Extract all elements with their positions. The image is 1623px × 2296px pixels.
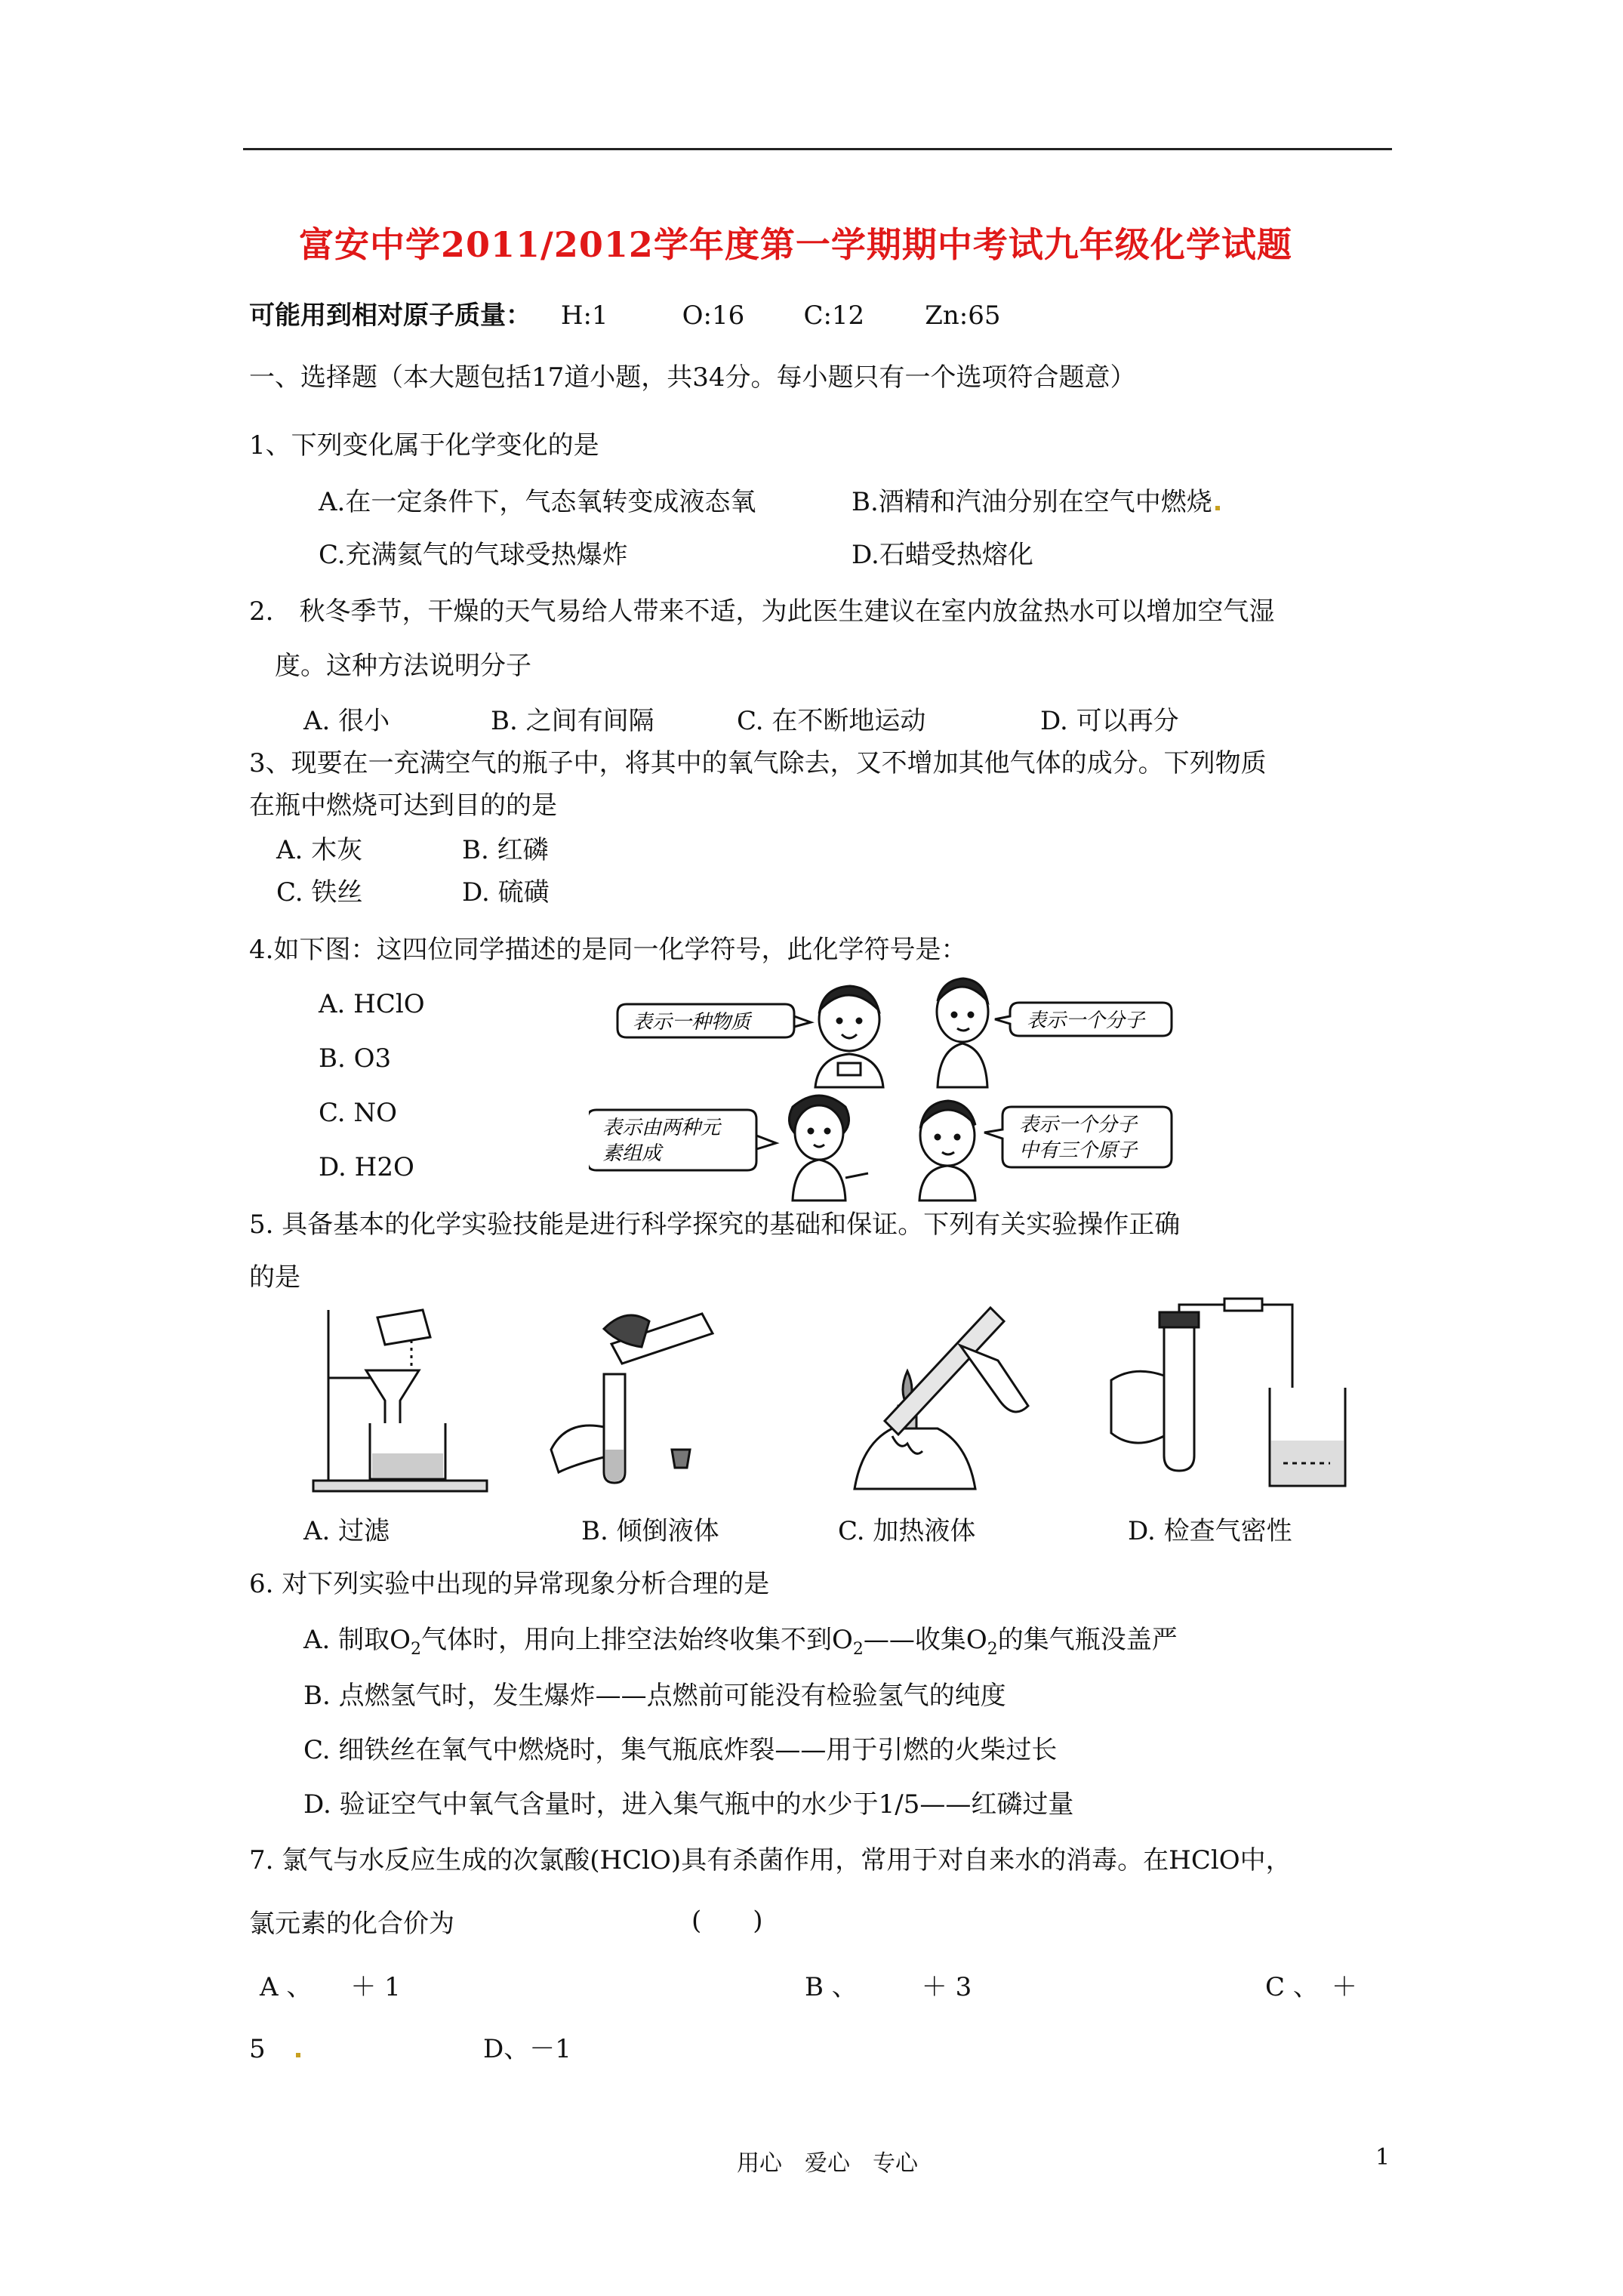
q5-pouring-illustration [528, 1299, 732, 1495]
q3-option-d: D. 硫磺 [462, 877, 550, 908]
q5-stem-line1: 5. 具备基本的化学实验技能是进行科学探究的基础和保证。下列有关实验操作正确 [249, 1210, 1181, 1240]
student-3 [789, 1096, 868, 1200]
q2-stem-line2: 度。这种方法说明分子 [275, 651, 531, 681]
student-1 [815, 986, 883, 1087]
q3-stem-line1: 3、现要在一充满空气的瓶子中，将其中的氧气除去，又不增加其他气体的成分。下列物质 [249, 748, 1267, 778]
q5-option-c: C. 加热液体 [838, 1516, 976, 1546]
q1-option-a: A.在一定条件下，气态氧转变成液态氧 [319, 487, 756, 517]
q4-option-b: B. O3 [319, 1043, 392, 1074]
q2-option-a: A. 很小 [303, 706, 390, 736]
mass-zn: Zn:65 [925, 300, 1001, 331]
q4-option-d: D. H2O [319, 1152, 414, 1182]
q3-option-a: A. 木灰 [276, 835, 363, 865]
bubble-1 [617, 1004, 811, 1037]
q2-option-c: C. 在不断地运动 [737, 706, 926, 736]
bubble-4-line2: 中有三个原子 [1019, 1139, 1138, 1162]
q5-stem-line2: 的是 [249, 1262, 300, 1293]
q7-option-b: B 、 ＋ 3 [805, 1972, 972, 2002]
q3-option-b: B. 红磷 [462, 835, 549, 865]
bubble-3-line1: 表示由两种元 [602, 1117, 721, 1139]
bubble-2 [995, 1003, 1172, 1036]
q5-option-d: D. 检查气密性 [1128, 1516, 1292, 1546]
atomic-mass-label: 可能用到相对原子质量 [249, 300, 506, 331]
q5-filtration-illustration [298, 1302, 502, 1495]
q7-option-d: D、－1 [483, 2034, 571, 2064]
q5-airtightness-illustration [1104, 1297, 1354, 1495]
q7-stem-line2: 氯元素的化合价为 [249, 1909, 454, 1939]
q7-option-c-continued: 5 [249, 2032, 300, 2066]
q7-stem-line1: 7. 氯气与水反应生成的次氯酸(HClO)具有杀菌作用，常用于对自来水的消毒。在HClO中， [249, 1845, 1292, 1875]
q6-option-d: D. 验证空气中氧气含量时，进入集气瓶中的水少于1/5——红磷过量 [303, 1789, 1074, 1820]
bubble-1-text: 表示一种物质 [633, 1011, 751, 1034]
mass-c: C:12 [803, 300, 865, 331]
q5-heating-illustration [824, 1300, 1043, 1495]
bubble-4-line1: 表示一个分子 [1019, 1114, 1138, 1136]
q4-option-a: A. HClO [319, 989, 425, 1019]
q4-stem: 4.如下图：这四位同学描述的是同一化学符号，此化学符号是： [249, 935, 967, 965]
q6-option-b: B. 点燃氢气时，发生爆炸——点燃前可能没有检验氢气的纯度 [303, 1681, 1006, 1711]
q7-option-c: C 、 ＋ [1265, 1972, 1357, 2002]
section1-heading: 一、选择题（本大题包括17道小题，共34分。每小题只有一个选项符合题意） [249, 362, 1136, 393]
atomic-mass-line: 可能用到相对原子质量： H:1 O:16 C:12 Zn:65 [249, 300, 1001, 331]
bubble-2-text: 表示一个分子 [1027, 1009, 1145, 1032]
student-2 [937, 978, 988, 1087]
q3-option-c: C. 铁丝 [276, 877, 363, 908]
q6-option-a: A. 制取$O_2$气体时，用向上排空法始终收集不到$O_2——$收集$O_2$的集气瓶没盖严 [303, 1625, 1178, 1659]
q7-option-a: A 、 ＋ 1 [260, 1972, 401, 2002]
q1-option-c: C.充满氦气的气球受热爆炸 [319, 540, 628, 570]
q5-option-b: B. 倾倒液体 [581, 1516, 719, 1546]
q2-option-d: D. 可以再分 [1040, 706, 1179, 736]
mass-h: H:1 [560, 300, 608, 331]
header-rule [243, 148, 1392, 150]
bubble-3-line2: 素组成 [602, 1142, 662, 1165]
q4-students-illustration [589, 974, 1193, 1208]
q1-stem: 1、下列变化属于化学变化的是 [249, 430, 599, 461]
q3-stem-line2: 在瓶中燃烧可达到目的的是 [249, 791, 557, 821]
page-title: 富安中学2011/2012学年度第一学期期中考试九年级化学试题 [299, 224, 1292, 265]
bubble-4 [984, 1107, 1172, 1167]
footer-motto: 用心 爱心 专心 [737, 2150, 918, 2177]
student-4 [919, 1101, 975, 1200]
mass-o: O:16 [682, 300, 745, 331]
q2-option-b: B. 之间有间隔 [491, 706, 654, 736]
page-number: 1 [1375, 2144, 1390, 2171]
bubble-3 [589, 1110, 776, 1170]
q5-option-a: A. 过滤 [303, 1516, 390, 1546]
q1-option-b: B.酒精和汽油分别在空气中燃烧 [852, 485, 1220, 519]
q2-stem-line1: 2. 秋冬季节，干燥的天气易给人带来不适，为此医生建议在室内放盆热水可以增加空气湿 [249, 596, 1275, 627]
q6-option-c: C. 细铁丝在氧气中燃烧时，集气瓶底炸裂——用于引燃的火柴过长 [303, 1735, 1058, 1765]
q4-option-c: C. NO [319, 1098, 398, 1128]
q7-answer-bracket: ( ) [691, 1906, 763, 1936]
q6-stem: 6. 对下列实验中出现的异常现象分析合理的是 [249, 1569, 770, 1599]
q1-option-d: D.石蜡受热熔化 [852, 540, 1033, 570]
